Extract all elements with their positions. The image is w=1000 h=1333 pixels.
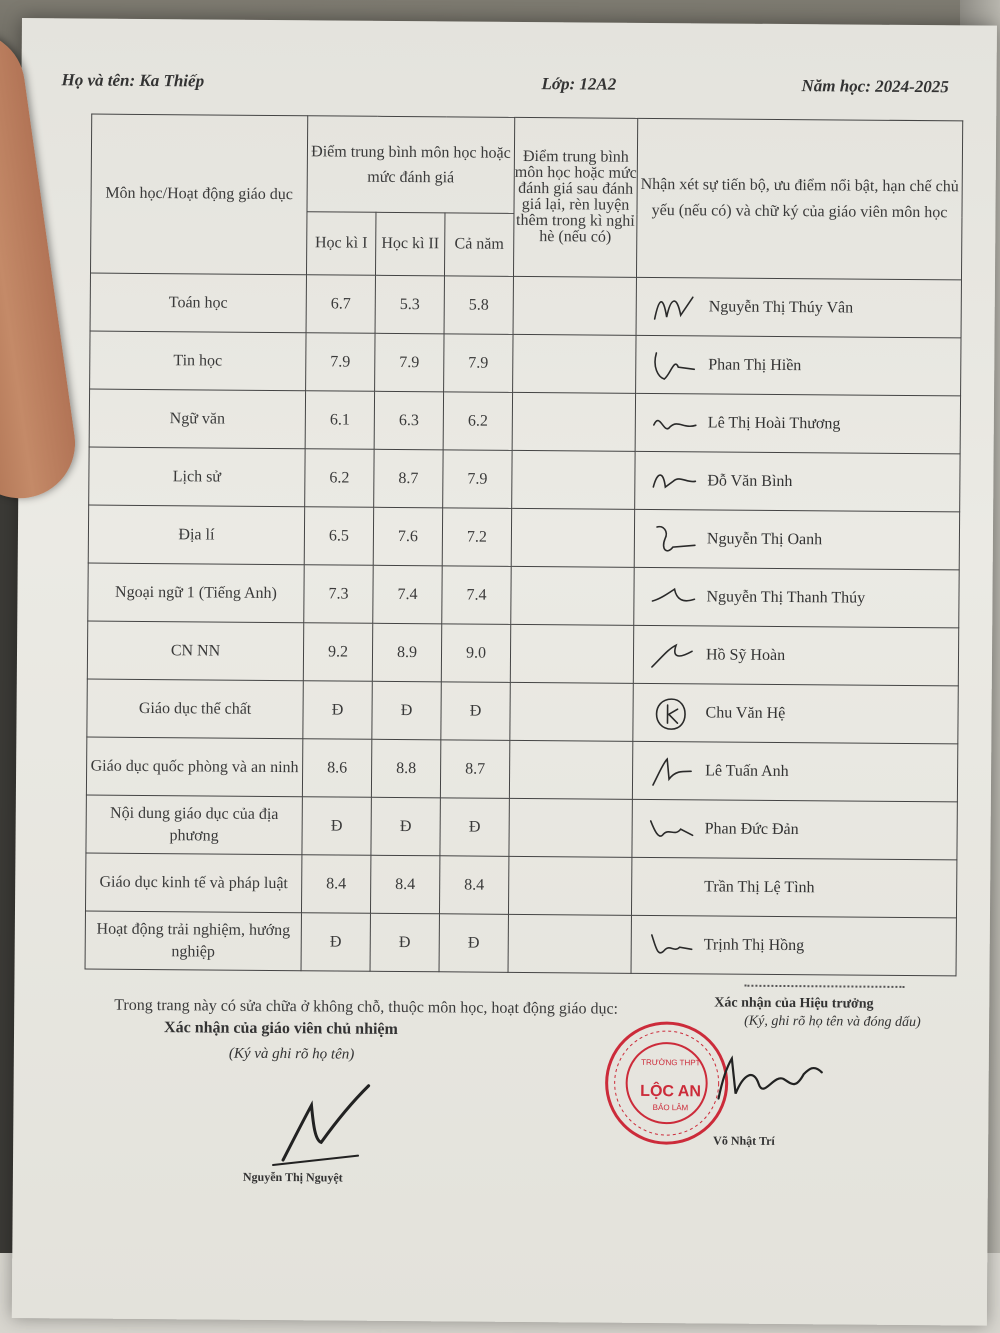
- resit-cell: [508, 856, 631, 915]
- teacher-comment-cell: [631, 857, 956, 918]
- full-year-score: 6.2: [443, 392, 512, 451]
- teacher-comment-cell: [632, 741, 957, 802]
- teacher-comment-cell: [634, 509, 959, 570]
- full-year-score: Đ: [439, 914, 508, 973]
- semester-2-score: Đ: [372, 681, 441, 740]
- principal-signature: [713, 1043, 834, 1114]
- homeroom-confirmation-title: Xác nhận của giáo viên chủ nhiệm: [164, 1019, 398, 1038]
- resit-cell: [513, 276, 636, 335]
- semester-1-score: 7.3: [304, 565, 373, 624]
- semester-2-score: 8.8: [371, 739, 440, 798]
- teacher-name: Phan Đức Đản: [704, 819, 799, 838]
- table-row: [85, 853, 956, 918]
- teacher-signature: [645, 810, 697, 846]
- teacher-comment-cell: [636, 277, 961, 338]
- resit-cell: [511, 566, 634, 625]
- subject-cell: Giáo dục kinh tế và pháp luật: [85, 853, 301, 913]
- semester-1-score: 6.2: [305, 449, 374, 508]
- semester-1-score: 6.7: [306, 275, 375, 334]
- subject-cell: Giáo dục thể chất: [87, 679, 303, 739]
- dotted-line: [744, 984, 904, 988]
- semester-2-score: 5.3: [375, 275, 444, 334]
- subject-cell: Nội dung giáo dục của địa phương: [86, 795, 302, 855]
- resit-cell: [510, 624, 633, 683]
- semester-1-score: 7.9: [306, 333, 375, 392]
- table-row: [86, 795, 957, 860]
- principal-instruction: (Ký, ghi rõ họ tên và đóng dấu): [744, 1013, 921, 1031]
- resit-cell: [512, 392, 635, 451]
- teacher-comment-cell: [633, 683, 958, 744]
- table-row: [89, 447, 960, 512]
- teacher-comment-cell: [635, 451, 960, 512]
- subject-cell: Hoạt động trải nghiệm, hướng nghiệp: [85, 911, 301, 971]
- stamp-text-school: LỘC AN: [640, 1082, 702, 1101]
- semester-1-score: Đ: [303, 681, 372, 740]
- grades-table: [85, 114, 964, 977]
- table-row: [88, 563, 959, 628]
- subject-cell: Toán học: [90, 273, 306, 333]
- homeroom-signature: [263, 1080, 384, 1171]
- teacher-name: Lê Tuấn Anh: [705, 761, 789, 780]
- header-average: Điểm trung bình môn học hoặc mức đánh giá: [307, 116, 515, 214]
- teacher-comment-cell: [635, 393, 960, 454]
- header-subject: Môn học/Hoạt động giáo dục: [90, 114, 307, 275]
- table-row: [90, 331, 961, 396]
- table-row: [85, 911, 956, 976]
- header-full-year: Cả năm: [444, 213, 513, 277]
- semester-2-score: 8.9: [372, 623, 441, 682]
- table-row: [87, 621, 958, 686]
- table-row: [90, 273, 961, 338]
- teacher-signature: [646, 578, 698, 614]
- teacher-comment-cell: [632, 799, 957, 860]
- principal-confirmation-title: Xác nhận của Hiệu trưởng: [714, 995, 874, 1012]
- teacher-signature: [648, 346, 700, 382]
- semester-2-score: Đ: [371, 797, 440, 856]
- subject-cell: Lịch sử: [89, 447, 305, 507]
- teacher-comment-cell: [631, 915, 956, 976]
- teacher-comment-cell: [636, 335, 961, 396]
- subject-cell: Tin học: [90, 331, 306, 391]
- stamp-text-top: TRƯỜNG THPT: [641, 1057, 701, 1068]
- teacher-name: Nguyễn Thị Oanh: [706, 529, 823, 548]
- semester-2-score: 6.3: [374, 391, 443, 450]
- homeroom-teacher-name: Nguyễn Thị Nguyệt: [242, 1169, 343, 1185]
- table-row: [89, 389, 960, 454]
- full-year-score: Đ: [440, 798, 509, 857]
- full-year-score: 7.9: [444, 334, 513, 393]
- semester-1-score: 9.2: [303, 623, 372, 682]
- semester-2-score: 8.4: [370, 855, 439, 914]
- teacher-signature: [649, 288, 701, 324]
- teacher-signature: [646, 636, 698, 672]
- resit-cell: [511, 508, 634, 567]
- homeroom-instruction: (Ký và ghi rõ họ tên): [228, 1045, 355, 1063]
- table-row: [86, 737, 957, 802]
- stamp-text-bottom: BẢO LÂM: [652, 1102, 689, 1113]
- teacher-name: Nguyễn Thị Thanh Thúy: [706, 587, 866, 607]
- full-year-score: 5.8: [444, 276, 513, 335]
- teacher-name: Phan Thị Hiền: [708, 355, 802, 374]
- teacher-signature: [645, 752, 697, 788]
- header-semester-2: Học kì II: [375, 212, 444, 276]
- semester-1-score: 8.6: [302, 739, 371, 798]
- teacher-signature: [645, 694, 697, 730]
- teacher-name: Trịnh Thị Hồng: [703, 935, 805, 954]
- corrections-note: Trong trang này có sửa chữa ở không chỗ, thuộc môn học, hoạt động giáo dục:: [114, 996, 619, 1018]
- semester-1-score: Đ: [302, 797, 371, 856]
- full-year-score: Đ: [441, 682, 510, 741]
- principal-name: Võ Nhật Trí: [713, 1133, 775, 1148]
- full-year-score: 7.9: [443, 450, 512, 509]
- resit-cell: [508, 914, 631, 973]
- student-class: Lớp: 12A2: [541, 74, 617, 94]
- semester-2-score: Đ: [370, 913, 439, 972]
- teacher-signature: [644, 926, 696, 962]
- teacher-comment-cell: [634, 567, 959, 628]
- subject-cell: Giáo dục quốc phòng và an ninh: [86, 737, 302, 797]
- full-year-score: 7.4: [442, 566, 511, 625]
- semester-2-score: 7.6: [373, 507, 442, 566]
- header-comment: Nhận xét sự tiến bộ, ưu điểm nổi bật, hạn chế chủ yếu (nếu có) và chữ ký của giáo viên môn học: [636, 118, 962, 280]
- teacher-name: Chu Văn Hệ: [705, 703, 786, 722]
- teacher-name: Nguyễn Thị Thúy Vân: [708, 297, 854, 317]
- student-name: Họ và tên: Ka Thiếp: [61, 70, 205, 91]
- subject-cell: CN NN: [87, 621, 303, 681]
- full-year-score: 7.2: [442, 508, 511, 567]
- subject-cell: Ngữ văn: [89, 389, 305, 449]
- semester-2-score: 8.7: [374, 449, 443, 508]
- header-semester-1: Học kì I: [306, 212, 375, 276]
- table-row: [87, 679, 958, 744]
- semester-1-score: 6.5: [304, 507, 373, 566]
- teacher-name: Đỗ Văn Bình: [707, 471, 793, 490]
- school-year: Năm học: 2024-2025: [801, 76, 949, 97]
- teacher-name: Lê Thị Hoài Thương: [707, 413, 841, 432]
- semester-2-score: 7.4: [373, 565, 442, 624]
- resit-cell: [512, 450, 635, 509]
- resit-cell: [509, 740, 632, 799]
- teacher-name: Hồ Sỹ Hoàn: [705, 645, 786, 664]
- teacher-signature: [647, 462, 699, 498]
- semester-1-score: Đ: [301, 913, 370, 972]
- full-year-score: 9.0: [441, 624, 510, 683]
- teacher-signature: [648, 404, 700, 440]
- full-year-score: 8.4: [439, 856, 508, 915]
- resit-cell: [510, 682, 633, 741]
- teacher-signature: [647, 520, 699, 556]
- semester-2-score: 7.9: [375, 333, 444, 392]
- teacher-name: Trần Thị Lệ Tình: [704, 877, 815, 896]
- resit-cell: [513, 334, 636, 393]
- full-year-score: 8.7: [440, 740, 509, 799]
- teacher-comment-cell: [633, 625, 958, 686]
- table-row: [88, 505, 959, 570]
- resit-cell: [509, 798, 632, 857]
- semester-1-score: 6.1: [305, 391, 374, 450]
- report-card-page: [12, 18, 997, 1326]
- subject-cell: Ngoại ngữ 1 (Tiếng Anh): [88, 563, 304, 623]
- subject-cell: Địa lí: [88, 505, 304, 565]
- grade-rows: [85, 273, 961, 976]
- semester-1-score: 8.4: [301, 855, 370, 914]
- header-resit: Điểm trung bình môn học hoặc mức đánh giá sau đánh giá lại, rèn luyện thêm trong kì nghỉ hè (nếu có): [513, 117, 637, 277]
